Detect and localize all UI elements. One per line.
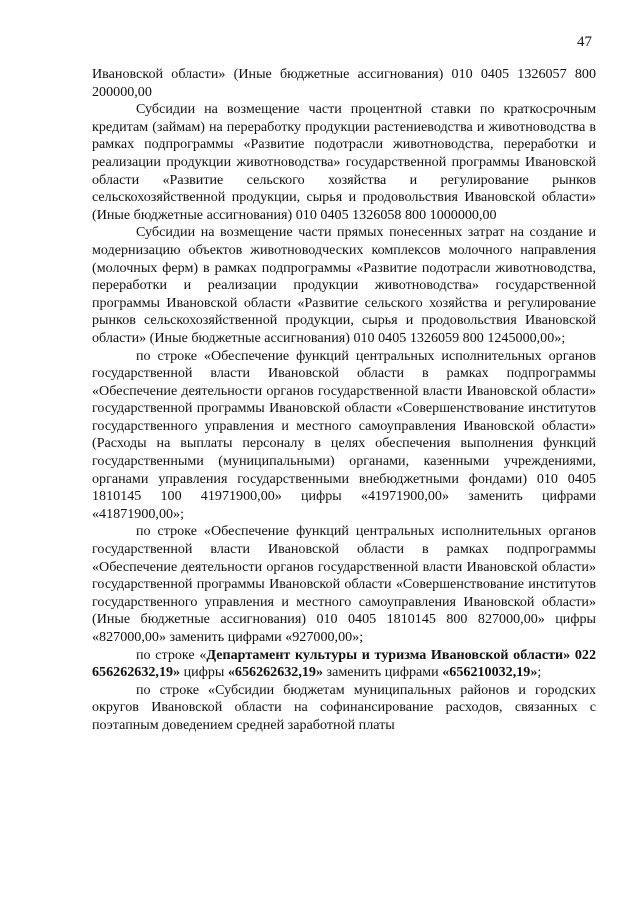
- culture-department-code: 022 656262632,19»: [92, 646, 596, 681]
- culture-prefix: по строке «: [136, 646, 207, 663]
- culture-old-amount: «656262632,19»: [227, 664, 324, 681]
- document-body: [92, 66, 596, 735]
- culture-middle2: заменить цифрами: [323, 664, 443, 681]
- culture-middle: цифры: [180, 664, 228, 681]
- paragraph-municipal-subsidies: по строке «Субсидии бюджетам муниципальных районов и городских округов Ивановской области на софинансирование расходов, связанных с поэтапным доведением средней заработной платы: [92, 681, 596, 733]
- culture-suffix: ;: [537, 664, 542, 681]
- paragraph-functions-personnel: по строке «Обеспечение функций центральных исполнительных органов государственной власти Ивановской области в рамках подпрограммы «Обеспечение деятельности органов государственной власти Ивановской области» государственной программы Ивановской области «Совершенствование институтов государственного управления и местного самоуправления Ивановской области» (Расходы на выплаты персоналу в целях обеспечения выполнения функций государственными (муниципальными) органами, казенными учреждениями, органами управления государственными внебюджетными фондами) 010 0405 1810145 100 41971900,00» цифры «41971900,00» заменить цифрами «41871900,00»;: [92, 347, 596, 522]
- culture-department-name: Департамент культуры и туризма Ивановской области»: [206, 646, 571, 663]
- paragraph-subsidy-direct-costs: Субсидии на возмещение части прямых понесенных затрат на создание и модернизацию объектов животноводческих комплексов молочного направления (молочных ферм) в рамках подпрограммы «Развитие подотрасли животноводства, переработки и реализации продукции животноводства» государственной программы Ивановской области «Развитие сельского хозяйства и регулирование рынков сельскохозяйственной продукции, сырья и продовольствия Ивановской области» (Иные бюджетные ассигнования) 010 0405 1326059 800 1245000,00»;: [92, 224, 596, 346]
- page-number: 47: [577, 34, 592, 50]
- culture-new-amount: «656210032,19»: [442, 664, 538, 681]
- paragraph-continuation: Ивановской области» (Иные бюджетные ассигнования) 010 0405 1326057 800 200000,00: [92, 66, 596, 100]
- paragraph-functions-other: по строке «Обеспечение функций центральных исполнительных органов государственной власти Ивановской области в рамках подпрограммы «Обеспечение деятельности органов государственной власти Ивановской области» государственной программы Ивановской области «Совершенствование институтов государственного управления и местного самоуправления Ивановской области» (Иные бюджетные ассигнования) 010 0405 1810145 800 827000,00» цифры «827000,00» заменить цифрами «927000,00»;: [92, 523, 596, 645]
- paragraph-culture-department: [92, 647, 596, 682]
- paragraph-subsidy-interest: Субсидии на возмещение части процентной ставки по краткосрочным кредитам (займам) на переработку продукции растениеводства и животноводства в рамках подпрограммы «Развитие подотрасли животноводства, переработки и реализации продукции животноводства» государственной программы Ивановской области «Развитие сельского хозяйства и регулирование рынков сельскохозяйственной продукции, сырья и продовольствия Ивановской области» (Иные бюджетные ассигнования) 010 0405 1326058 800 1000000,00: [92, 101, 596, 223]
